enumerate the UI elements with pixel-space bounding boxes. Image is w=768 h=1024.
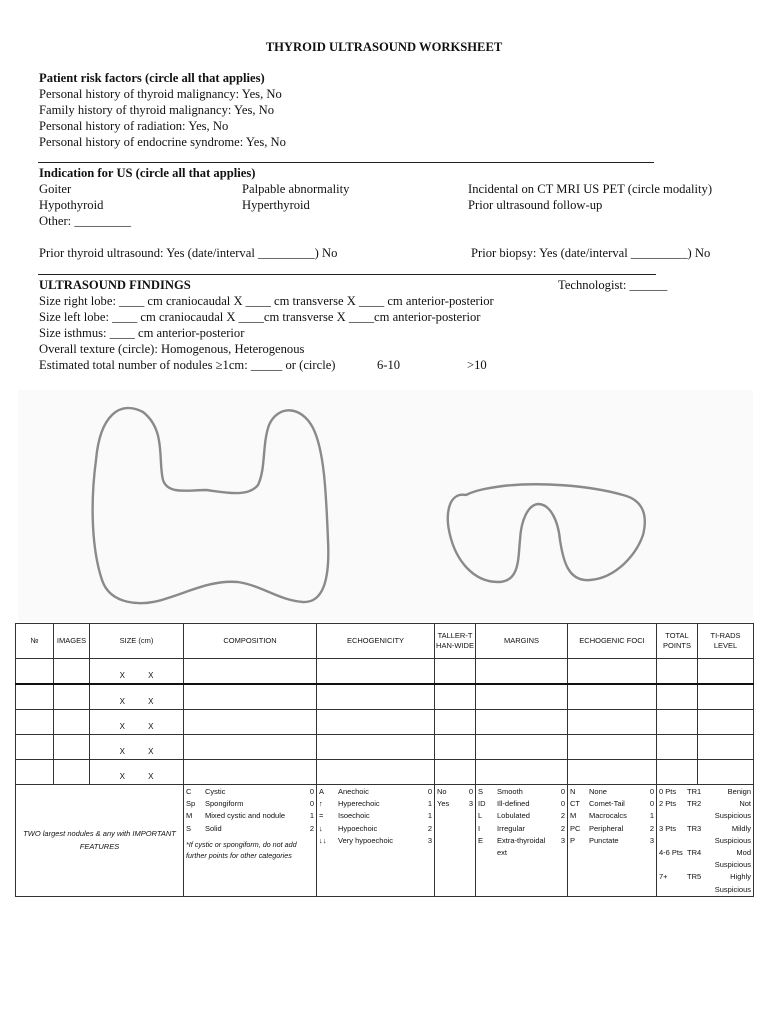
code: P [570, 835, 576, 845]
table-header-row [16, 624, 754, 659]
tirads-desc: Suspicious [714, 835, 751, 845]
x-mark: X [119, 696, 125, 706]
nodule-option: 6-10 [377, 358, 401, 372]
size-cell[interactable] [90, 710, 184, 735]
x-mark: X [119, 721, 125, 731]
table-row [16, 735, 754, 760]
cell[interactable] [657, 735, 698, 760]
x-mark: X [148, 771, 154, 781]
points: 0 [309, 799, 314, 809]
points: 1 [427, 799, 432, 809]
cell[interactable] [317, 735, 435, 760]
findings-heading: ULTRASOUND FINDINGS [39, 278, 191, 292]
indication-option: Goiter [39, 182, 72, 196]
x-mark: X [148, 670, 154, 680]
cell[interactable] [657, 760, 698, 785]
cell[interactable] [435, 735, 476, 760]
nodule-table [15, 623, 754, 897]
label: Lobulated [497, 811, 530, 821]
label: Comet-Tail [589, 799, 625, 809]
cell[interactable] [476, 659, 568, 685]
cell[interactable] [568, 710, 657, 735]
points: 3 [427, 835, 432, 845]
indication-option: Palpable abnormality [242, 182, 350, 196]
cell[interactable] [184, 710, 317, 735]
label: Isoechoic [338, 811, 370, 821]
cell[interactable] [184, 659, 317, 685]
label: Extra-thyroidal ext [497, 835, 546, 858]
cell[interactable] [476, 710, 568, 735]
code: E [478, 835, 484, 845]
points: 0 [649, 787, 654, 796]
points: 2 [427, 823, 432, 833]
tirads-desc: Suspicious [714, 860, 751, 870]
tirads-level: TR4 [687, 848, 702, 858]
label: Macrocalcs [589, 811, 627, 821]
label: Peripheral [589, 823, 624, 833]
cell[interactable] [54, 710, 90, 735]
cell[interactable] [568, 684, 657, 710]
x-mark: X [148, 721, 154, 731]
cell[interactable] [184, 735, 317, 760]
divider [38, 162, 654, 163]
col-header-total: TOTAL POINTS [657, 624, 698, 659]
table-row [16, 659, 754, 685]
code: S [478, 787, 484, 796]
cell[interactable] [568, 659, 657, 685]
cell[interactable] [435, 760, 476, 785]
tirads-level: TR3 [687, 823, 702, 833]
cell[interactable] [54, 760, 90, 785]
code: I [478, 823, 481, 833]
points: 2 [309, 823, 314, 833]
cell[interactable] [16, 760, 54, 785]
col-header-taller: TALLER-THAN-WIDE [435, 624, 476, 659]
cell[interactable] [435, 684, 476, 710]
label: Ill-defined [497, 799, 530, 809]
label: Punctate [589, 835, 619, 845]
prior-biopsy: Prior biopsy: Yes (date/interval _________) No [471, 246, 711, 260]
tirads-desc: Benign [727, 787, 751, 796]
cell[interactable] [54, 659, 90, 685]
tirads-points: 4-6 Pts [659, 848, 683, 858]
cell[interactable] [568, 760, 657, 785]
cell[interactable] [54, 735, 90, 760]
size-cell[interactable] [90, 735, 184, 760]
left-lobe-size: Size left lobe: ____ cm craniocaudal X ____cm transverse X ____cm anterior-posterior [39, 310, 481, 324]
size-cell[interactable] [90, 760, 184, 785]
prior-ultrasound: Prior thyroid ultrasound: Yes (date/interval _________) No [39, 246, 338, 260]
col-header-composition: COMPOSITION [184, 624, 317, 659]
points: 2 [560, 823, 565, 833]
cell[interactable] [317, 659, 435, 685]
tirads-desc: Highly [730, 872, 751, 882]
label: Hyperechoic [338, 799, 380, 809]
x-mark: X [148, 696, 154, 706]
code: ↓↓ [319, 835, 327, 845]
points: 3 [468, 799, 473, 809]
points: 0 [560, 799, 565, 809]
code: = [319, 811, 324, 821]
cell[interactable] [476, 760, 568, 785]
tirads-level: TR5 [687, 872, 702, 882]
code: S [186, 823, 192, 833]
code: A [319, 787, 325, 796]
label: Yes [437, 799, 450, 809]
isthmus-size: Size isthmus: ____ cm anterior-posterior [39, 326, 245, 340]
risk-line: Personal history of radiation: Yes, No [39, 119, 229, 133]
points: 0 [560, 787, 565, 796]
col-header-no: № [16, 624, 54, 659]
label: Anechoic [338, 787, 369, 796]
points: 0 [427, 787, 432, 796]
tirads-desc: Mod [736, 848, 751, 858]
taller-legend [435, 785, 476, 897]
points: 1 [427, 811, 432, 821]
indication-heading: Indication for US (circle all that applies) [39, 166, 256, 180]
right-lobe-size: Size right lobe: ____ cm craniocaudal X ____ cm transverse X ____ cm anterior-posterior [39, 294, 494, 308]
cell[interactable] [657, 684, 698, 710]
cell[interactable] [657, 710, 698, 735]
tirads-desc: Suspicious [714, 811, 751, 821]
tirads-legend [657, 785, 754, 897]
table-row [16, 684, 754, 710]
tirads-points: 0 Pts [659, 787, 677, 796]
cell[interactable] [476, 684, 568, 710]
indication-option: Hyperthyroid [242, 198, 310, 212]
indication-other: Other: _________ [39, 214, 131, 228]
risk-line: Personal history of thyroid malignancy: Yes, No [39, 87, 282, 101]
cell[interactable] [568, 735, 657, 760]
points: 0 [468, 787, 473, 796]
composition-note: *If cystic or spongiform, do not add further points for other categories [186, 839, 297, 860]
code: ID [478, 799, 486, 809]
cell[interactable] [317, 684, 435, 710]
cell[interactable] [16, 710, 54, 735]
risk-line: Family history of thyroid malignancy: Yes, No [39, 103, 275, 117]
tirads-points: 7+ [659, 872, 668, 882]
divider [38, 274, 656, 275]
code: PC [570, 823, 581, 833]
col-header-echogenicity: ECHOGENICITY [317, 624, 435, 659]
nodule-count: Estimated total number of nodules ≥1cm: _____ or (circle) [39, 358, 336, 372]
code: N [570, 787, 576, 796]
label: No [437, 787, 447, 796]
cell[interactable] [435, 710, 476, 735]
col-header-tirads: TI-RADS LEVEL [698, 624, 754, 659]
cell[interactable] [317, 760, 435, 785]
risk-line: Personal history of endocrine syndrome: Yes, No [39, 135, 286, 149]
cell[interactable] [698, 684, 754, 710]
cell[interactable] [657, 659, 698, 685]
code: ↑ [319, 799, 323, 809]
col-header-foci: ECHOGENIC FOCI [568, 624, 657, 659]
label: None [589, 787, 607, 796]
cell[interactable] [16, 735, 54, 760]
code: M [186, 811, 193, 821]
code: CT [570, 799, 580, 809]
foci-legend [568, 785, 657, 897]
x-mark: X [148, 746, 154, 756]
cell[interactable] [435, 659, 476, 685]
overall-texture: Overall texture (circle): Homogenous, Heterogenous [39, 342, 305, 356]
label: Hypoechoic [338, 823, 378, 833]
risk-heading: Patient risk factors (circle all that applies) [39, 71, 265, 85]
col-header-margins: MARGINS [476, 624, 568, 659]
label: Irregular [497, 823, 525, 833]
tirads-desc: Not [739, 799, 751, 809]
code: C [186, 787, 192, 796]
points: 2 [560, 811, 565, 821]
cell[interactable] [16, 684, 54, 710]
indication-option: Hypothyroid [39, 198, 104, 212]
col-header-images: IMAGES [54, 624, 90, 659]
tirads-points: 3 Pts [659, 823, 677, 833]
code: M [570, 811, 577, 821]
points: 1 [309, 811, 314, 821]
code: L [478, 811, 483, 821]
tirads-desc: Mildly [731, 823, 751, 833]
cell[interactable] [698, 760, 754, 785]
composition-legend [184, 785, 317, 897]
echogenicity-legend [317, 785, 435, 897]
cell[interactable] [317, 710, 435, 735]
tirads-level: TR1 [687, 787, 702, 796]
cell[interactable] [54, 684, 90, 710]
indication-option: Prior ultrasound follow-up [468, 198, 603, 212]
cell[interactable] [184, 684, 317, 710]
nodule-option: >10 [467, 358, 487, 372]
points: 0 [649, 799, 654, 809]
technologist-field: Technologist: ______ [558, 278, 668, 292]
points: 3 [649, 835, 654, 845]
x-mark: X [119, 746, 125, 756]
label: Spongiform [205, 799, 244, 809]
thyroid-diagram [18, 390, 753, 622]
indication-option: Incidental on CT MRI US PET (circle modality) [468, 182, 713, 196]
margins-legend [476, 785, 568, 897]
tirads-level: TR2 [687, 799, 702, 809]
size-cell[interactable] [90, 659, 184, 685]
legend-row [16, 785, 754, 897]
table-row [16, 760, 754, 785]
cell[interactable] [16, 659, 54, 685]
points: 0 [309, 787, 314, 796]
label: Smooth [497, 787, 523, 796]
code: Sp [186, 799, 196, 809]
label: Cystic [205, 787, 226, 796]
cell[interactable] [698, 659, 754, 685]
col-header-size: SIZE (cm) [90, 624, 184, 659]
cell[interactable] [476, 735, 568, 760]
cell[interactable] [184, 760, 317, 785]
table-row [16, 710, 754, 735]
label: Very hypoechoic [338, 835, 394, 845]
cell[interactable] [698, 710, 754, 735]
x-mark: X [119, 670, 125, 680]
tirads-desc: Suspicious [714, 884, 751, 894]
size-cell[interactable] [90, 684, 184, 710]
points: 2 [649, 823, 654, 833]
label: Mixed cystic and nodule [205, 811, 286, 821]
label: Solid [205, 823, 222, 833]
tirads-points: 2 Pts [659, 799, 677, 809]
code: ↓ [319, 823, 323, 833]
x-mark: X [119, 771, 125, 781]
points: 1 [649, 811, 654, 821]
points: 3 [560, 835, 565, 845]
cell[interactable] [698, 735, 754, 760]
page-title: THYROID ULTRASOUND WORKSHEET [265, 40, 503, 54]
legend-title: TWO largest nodules & any with IMPORTANT FEATURES [16, 785, 184, 897]
